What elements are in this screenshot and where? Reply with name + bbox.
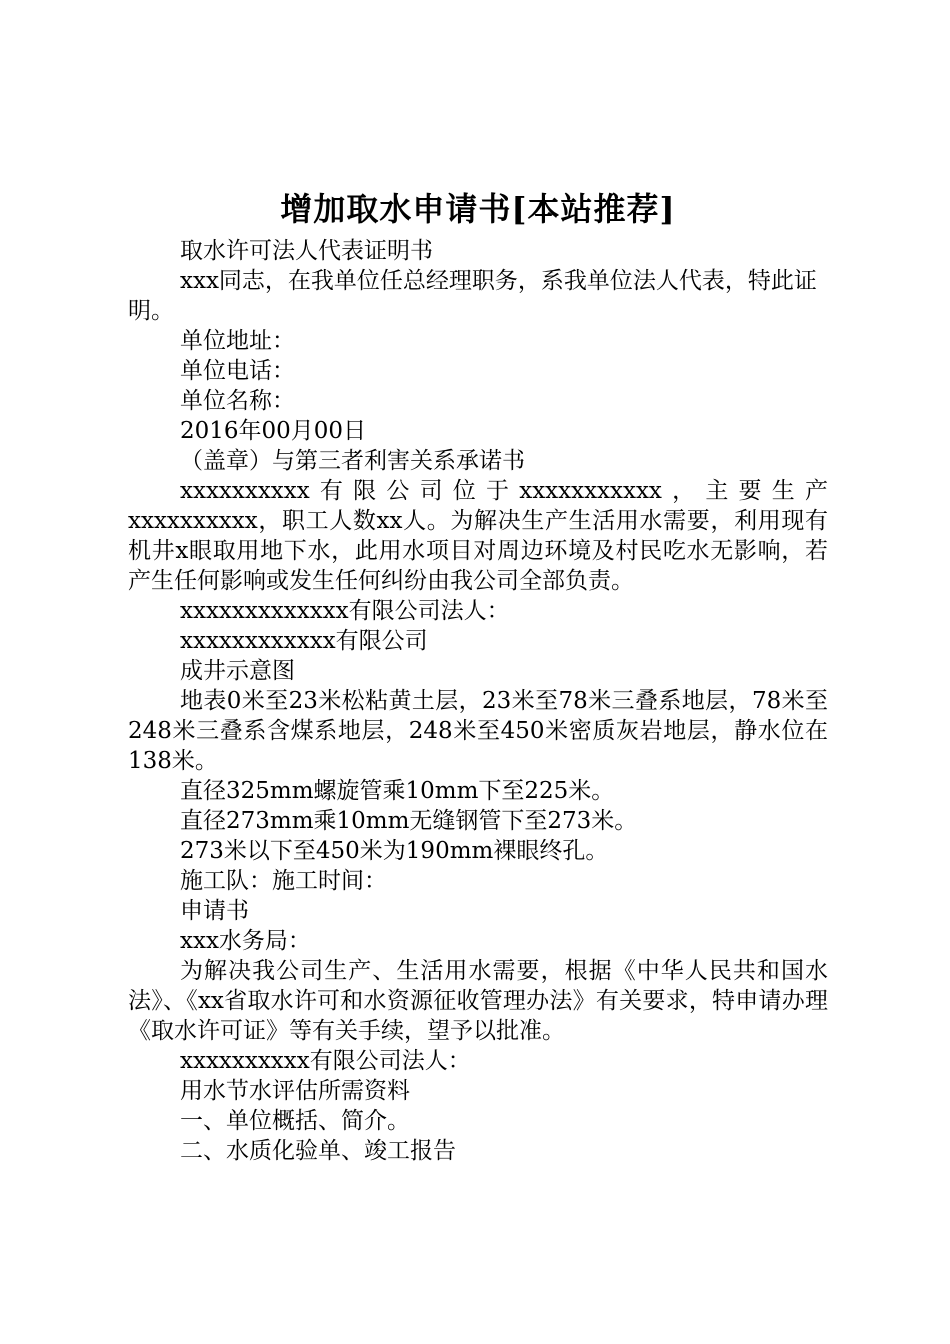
paragraph-13: 直径325mm螺旋管乘10mm下至225米。	[180, 778, 615, 804]
paragraph-9: xxxxxxxxxxxxx有限公司法人：	[180, 598, 510, 624]
paragraph-7: （盖章）与第三者利害关系承诺书	[180, 448, 525, 474]
paragraph-19: 为解决我公司生产、生活用水需要，根据《中华人民共和国水法》、《xx省取水许可和水资源征收管理办法》有关要求，特申请办理《取水许可证》等有关手续，望予以批准。	[128, 958, 828, 1044]
paragraph-11: 成井示意图	[180, 658, 295, 684]
paragraph-10: xxxxxxxxxxxx有限公司	[180, 628, 428, 654]
paragraph-5: 单位名称：	[180, 388, 295, 414]
paragraph-17: 申请书	[180, 898, 249, 924]
paragraph-20: xxxxxxxxxx有限公司法人：	[180, 1048, 471, 1074]
paragraph-14: 直径273mm乘10mm无缝钢管下至273米。	[180, 808, 638, 834]
paragraph-21: 用水节水评估所需资料	[180, 1078, 410, 1104]
paragraph-12: 地表0米至23米松粘黄土层，23米至78米三叠系地层，78米至248米三叠系含煤系地层，248米至450米密质灰岩地层，静水位在138米。	[128, 688, 828, 774]
paragraph-4: 单位电话：	[180, 358, 295, 384]
paragraph-15: 273米以下至450米为190mm裸眼终孔。	[180, 838, 609, 864]
paragraph-6: 2016年00月00日	[180, 418, 367, 444]
paragraph-23: 二、水质化验单、竣工报告	[180, 1138, 456, 1164]
paragraph-1: 取水许可法人代表证明书	[180, 238, 433, 264]
paragraph-22: 一、单位概括、简介。	[180, 1108, 410, 1134]
paragraph-16: 施工队：施工时间：	[180, 868, 387, 894]
paragraph-3: 单位地址：	[180, 328, 295, 354]
paragraph-18: xxx水务局：	[180, 928, 311, 954]
paragraph-2: xxx同志，在我单位任总经理职务，系我单位法人代表，特此证明。	[128, 268, 817, 324]
paragraph-8: xxxxxxxxxx有限公司位于xxxxxxxxxxx，主要生产xxxxxxxxxx，职工人数xx人。为解决生产生活用水需要，利用现有机井x眼取用地下水，此用水项目对周边环境及村民吃水无影响，若产生任何影响或发生任何纠纷由我公司全部负责。	[128, 478, 828, 594]
document-title: 增加取水申请书[本站推荐]	[280, 190, 676, 228]
document-page	[128, 186, 828, 1166]
